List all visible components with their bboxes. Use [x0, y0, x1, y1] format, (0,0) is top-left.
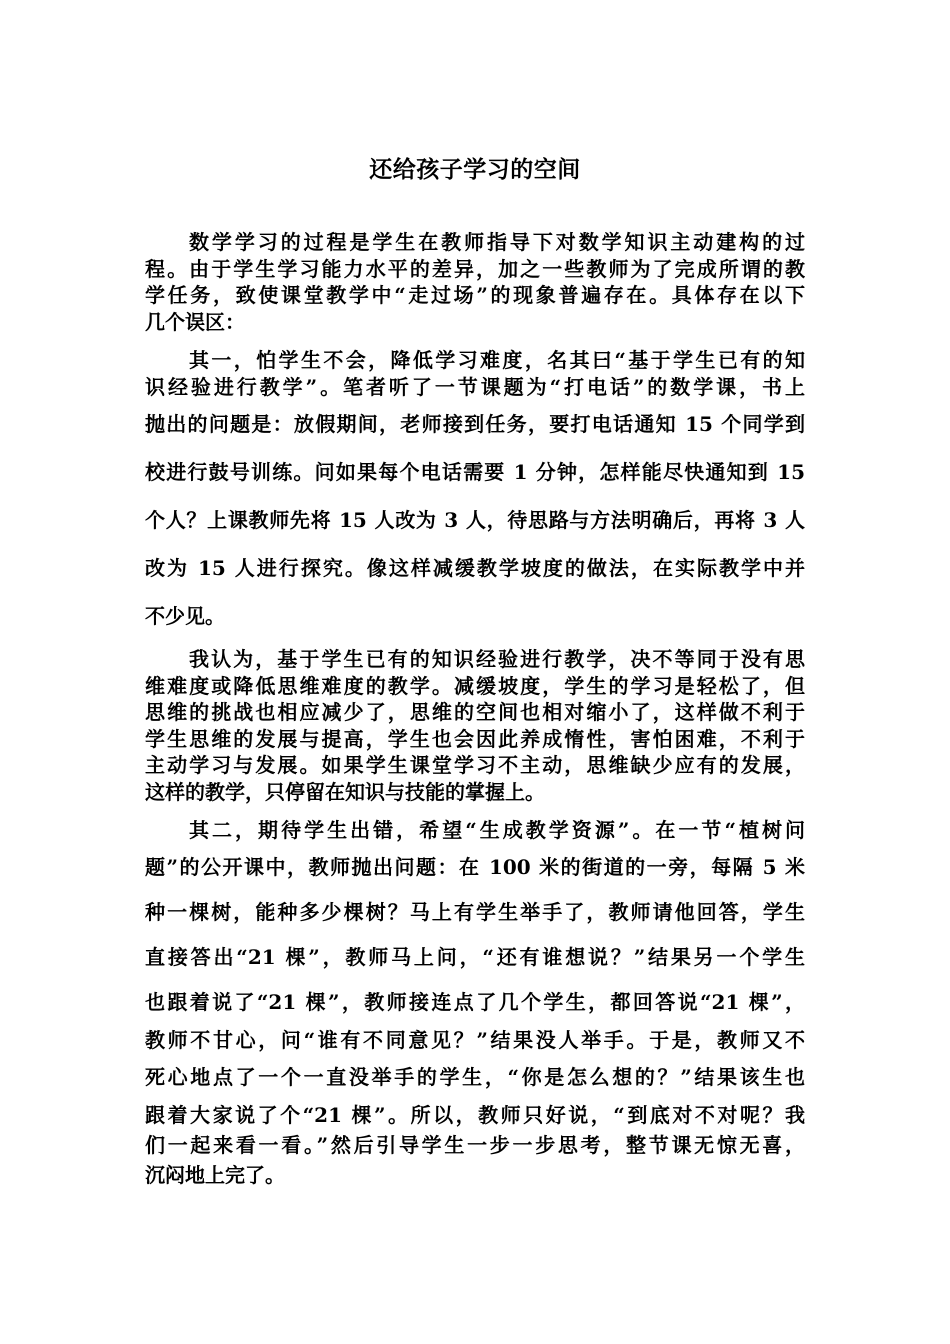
paragraph-3: [145, 646, 805, 805]
paragraph-4: [145, 815, 805, 1190]
paragraph-line: 抛出的问题是：放假期间，老师接到任务，要打电话通知 15 个同学到: [145, 412, 805, 436]
paragraph-1: [145, 229, 805, 335]
paragraph-line: 识经验进行教学”。笔者听了一节课题为“打电话”的数学课，书上: [145, 374, 805, 399]
paragraph-line: 跟着大家说了个“21 棵”。所以，教师只好说，“到底对不对呢？我: [145, 1103, 805, 1127]
paragraph-line: 个人？上课教师先将 15 人改为 3 人，待思路与方法明确后，再将 3 人: [145, 508, 805, 532]
paragraph-line: 改为 15 人进行探究。像这样减缓教学坡度的做法，在实际教学中并: [145, 556, 805, 580]
paragraph-line: 其二，期待学生出错，希望“生成教学资源”。在一节“植树问: [189, 818, 805, 842]
paragraph-line: 学任务，致使课堂教学中“走过场”的现象普遍存在。具体存在以下: [145, 283, 805, 307]
paragraph-line: 也跟着说了“21 棵”，教师接连点了几个学生，都回答说“21 棵”，: [145, 990, 805, 1014]
paragraph-line: 数学学习的过程是学生在教师指导下对数学知识主动建构的过: [189, 230, 805, 254]
paragraph-line: 我认为，基于学生已有的知识经验进行教学，决不等同于没有思: [189, 647, 805, 671]
paragraph-line: 题”的公开课中，教师抛出问题：在 100 米的街道的一旁，每隔 5 米: [145, 855, 805, 879]
paragraph-line: 们一起来看一看。”然后引导学生一步一步思考，整节课无惊无喜，: [145, 1133, 805, 1157]
paragraph-line: 学生思维的发展与提高，学生也会因此养成惰性，害怕困难，不利于: [145, 726, 805, 751]
paragraph-line: 校进行鼓号训练。问如果每个电话需要 1 分钟，怎样能尽快通知到 15: [145, 460, 805, 484]
document-title: 还给孩子学习的空间: [369, 156, 581, 183]
paragraph-line: 教师不甘心，问“谁有不同意见？”结果没人举手。于是，教师又不: [145, 1028, 805, 1052]
paragraph-line: 这样的教学，只停留在知识与技能的掌握上。: [145, 779, 545, 804]
paragraph-2: [145, 347, 805, 640]
paragraph-line: 程。由于学生学习能力水平的差异，加之一些教师为了完成所谓的教: [145, 256, 805, 281]
paragraph-line: 几个误区：: [145, 309, 245, 334]
paragraph-line: 主动学习与发展。如果学生课堂学习不主动，思维缺少应有的发展，: [145, 753, 805, 777]
paragraph-line: 死心地点了一个一直没举手的学生，“你是怎么想的？”结果该生也: [145, 1065, 805, 1089]
paragraph-line: 沉闷地上完了。: [145, 1163, 285, 1187]
paragraph-line: 其一，怕学生不会，降低学习难度，名其曰“基于学生已有的知: [189, 348, 805, 372]
paragraph-line: 直接答出“21 棵”，教师马上问，“还有谁想说？”结果另一个学生: [145, 945, 805, 969]
paragraph-line: 思维的挑战也相应减少了，思维的空间也相对缩小了，这样做不利于: [145, 700, 805, 724]
paragraph-line: 维难度或降低思维难度的教学。减缓坡度，学生的学习是轻松了，但: [145, 673, 805, 698]
paragraph-line: 种一棵树，能种多少棵树？马上有学生举手了，教师请他回答，学生: [145, 900, 805, 924]
paragraph-line: 不少见。: [145, 604, 225, 628]
